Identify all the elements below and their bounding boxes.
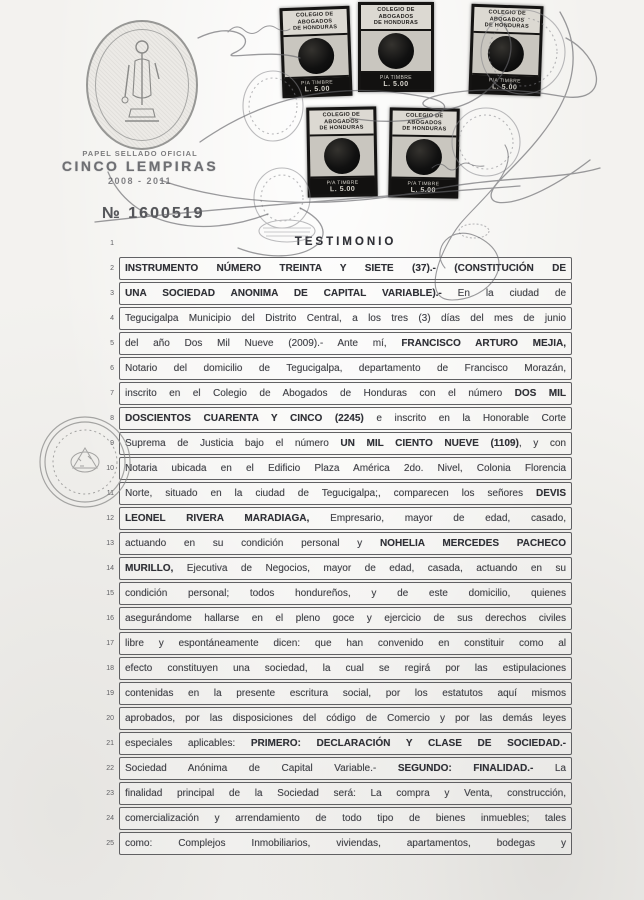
text-segment: Empresario, mayor de edad, casado, xyxy=(309,513,566,524)
line-number: 10 xyxy=(106,465,114,472)
manuscript-row xyxy=(90,457,572,482)
line-number: 8 xyxy=(110,415,114,422)
bar-association-stamp xyxy=(279,6,352,98)
text-line xyxy=(119,807,572,830)
manuscript-row xyxy=(90,432,572,457)
text-line xyxy=(119,782,572,805)
manuscript-row xyxy=(90,832,572,857)
bold-text-segment: PRIMERO: DECLARACIÓN Y CLASE DE SOCIEDAD.- xyxy=(250,738,566,749)
stamp-circle-icon xyxy=(487,35,524,72)
text-segment: actuando en su condición personal y xyxy=(125,538,380,549)
stamp-circle-icon xyxy=(298,37,335,74)
text-line xyxy=(119,682,572,705)
stamp-header xyxy=(309,109,373,136)
text-line xyxy=(119,257,572,280)
manuscript-row xyxy=(90,232,572,257)
line-number: 12 xyxy=(106,515,114,522)
stamp-org-line: ABOGADOS xyxy=(489,16,525,24)
text-segment: Tegucigalpa Municipio del Distrito Central, a los tres (3) días del mes de junio xyxy=(125,313,566,324)
line-number: 25 xyxy=(106,840,114,847)
line-number: 13 xyxy=(106,540,114,547)
text-line xyxy=(119,532,572,555)
ruled-lines xyxy=(90,232,572,857)
manuscript-row xyxy=(90,382,572,407)
text-line xyxy=(119,332,572,355)
stamp-org-line: DE HONDURAS xyxy=(484,22,530,30)
text-segment: aprobados, por las disposiciones del código de Comercio y por las demás leyes xyxy=(125,713,566,724)
line-number: 15 xyxy=(106,590,114,597)
text-segment: Notaria ubicada en el Edificio Plaza América 2do. Nivel, Colonia Florencia xyxy=(125,463,566,474)
seal-serial-number: № 1600519 xyxy=(102,205,205,222)
line-number: 20 xyxy=(106,715,114,722)
line-number: 14 xyxy=(106,565,114,572)
text-line xyxy=(119,382,572,405)
stamp-value-band xyxy=(361,73,431,89)
manuscript-row xyxy=(90,757,572,782)
manuscript-row xyxy=(90,807,572,832)
stamp-value-band xyxy=(472,75,539,93)
text-segment: del año Dos Mil Nueve (2009).- Ante mí, xyxy=(125,338,402,349)
manuscript-row xyxy=(90,732,572,757)
text-line xyxy=(119,582,572,605)
manuscript-row xyxy=(90,282,572,307)
stamp-org-line: COLEGIO DE xyxy=(322,111,361,119)
manuscript-row xyxy=(90,357,572,382)
stamp-duty-label: P/A TIMBRE xyxy=(380,74,412,81)
text-segment: condición personal; todos hondureños, y de este domicilio, quienes xyxy=(125,588,566,599)
line-number: 4 xyxy=(110,315,114,322)
line-number: 22 xyxy=(106,765,114,772)
bold-text-segment: SEGUNDO: FINALIDAD.- xyxy=(397,763,534,774)
text-line xyxy=(119,282,572,305)
stamp-value: L. 5.00 xyxy=(383,80,409,88)
official-paper-seal xyxy=(86,20,198,150)
text-segment: especiales aplicables: xyxy=(125,738,251,749)
stamp-value: L. 5.00 xyxy=(491,83,518,92)
text-line xyxy=(119,707,572,730)
text-segment: como: Complejos Inmobiliarios, viviendas, apartamentos, bodegas y xyxy=(125,838,566,849)
bold-text-segment: DOS MIL xyxy=(514,388,566,399)
manuscript-row xyxy=(90,257,572,282)
stamp-org-line: ABOGADOS xyxy=(297,18,333,26)
stamp-duty-label: P/A TIMBRE xyxy=(326,179,359,187)
bold-text-segment: UNA SOCIEDAD ANONIMA DE CAPITAL VARIABLE).- xyxy=(125,288,442,299)
bar-association-stamp xyxy=(306,106,378,197)
text-segment: efecto constituyen una sociedad, la cual se regirá por las estipulaciones xyxy=(125,663,566,674)
line-number: 17 xyxy=(106,640,114,647)
line-number: 7 xyxy=(110,390,114,397)
stamp-header xyxy=(361,5,431,31)
line-number: 18 xyxy=(106,665,114,672)
text-segment: , y con xyxy=(518,438,566,449)
bold-text-segment: MURILLO, xyxy=(125,563,174,574)
line-number: 5 xyxy=(110,340,114,347)
text-segment: La xyxy=(533,763,566,774)
text-segment: asegurándome hallarse en el pleno goce y ejercicio de sus derechos civiles xyxy=(125,613,566,624)
stamp-emblem xyxy=(361,31,431,73)
text-segment: finalidad principal de la Sociedad será: La compra y Venta, construcción, xyxy=(125,788,566,799)
text-segment: Norte, situado en la ciudad de Tegucigalpa;, comparecen los señores xyxy=(125,488,536,499)
stamp-org-line: DE HONDURAS xyxy=(373,20,419,27)
text-segment: e inscrito en la Honorable Corte xyxy=(363,413,566,424)
text-line xyxy=(119,482,572,505)
stamp-value: L. 5.00 xyxy=(304,85,331,94)
text-line xyxy=(119,607,572,630)
stamp-header xyxy=(474,7,541,35)
stamp-org-line: DE HONDURAS xyxy=(319,124,364,132)
text-line xyxy=(119,632,572,655)
text-line xyxy=(119,557,572,580)
text-line xyxy=(119,457,572,480)
manuscript-row xyxy=(90,657,572,682)
manuscript-row xyxy=(90,707,572,732)
stamp-value-band xyxy=(310,177,374,194)
text-line xyxy=(119,407,572,430)
text-line xyxy=(119,357,572,380)
manuscript-row xyxy=(90,507,572,532)
justice-statue-icon xyxy=(107,35,177,135)
text-line xyxy=(119,732,572,755)
text-line xyxy=(119,432,572,455)
manuscript-row xyxy=(90,607,572,632)
stamp-value-band xyxy=(391,178,455,195)
line-number: 23 xyxy=(106,790,114,797)
text-segment: Notario del domicilio de Tegucigalpa, departamento de Francisco Morazán, xyxy=(125,363,566,374)
stamp-duty-label: P/A TIMBRE xyxy=(488,77,522,85)
bold-text-segment: TESTIMONIO xyxy=(294,236,397,248)
stamp-header xyxy=(283,9,348,37)
stamp-circle-icon xyxy=(324,137,361,174)
bar-association-stamp xyxy=(358,2,434,92)
stamp-org-line: COLEGIO DE xyxy=(488,9,527,17)
line-number: 16 xyxy=(106,615,114,622)
document-title xyxy=(119,232,572,253)
stamp-org-line: ABOGADOS xyxy=(407,119,442,126)
text-segment: contenidas en la presente escritura social, por los estatutos aquí mismos xyxy=(125,688,566,699)
bold-text-segment: DEVIS xyxy=(535,488,566,499)
stamp-circle-icon xyxy=(406,138,443,175)
line-number: 11 xyxy=(106,490,114,497)
line-number: 6 xyxy=(110,365,114,372)
stamp-emblem xyxy=(392,136,457,179)
stamp-org-line: DE HONDURAS xyxy=(402,125,447,133)
seal-years: 2008 - 2011 xyxy=(107,176,173,186)
manuscript-row xyxy=(90,532,572,557)
line-number: 3 xyxy=(110,290,114,297)
line-number: 1 xyxy=(110,240,114,247)
manuscript-row xyxy=(90,557,572,582)
manuscript-row xyxy=(90,632,572,657)
manuscript-row xyxy=(90,307,572,332)
text-segment: Ejecutiva de Negocios, mayor de edad, casada, actuando en su xyxy=(173,563,566,574)
stamp-header xyxy=(392,110,456,137)
stamp-duty-label: P/A TIMBRE xyxy=(407,180,440,188)
manuscript-row xyxy=(90,482,572,507)
text-segment: En la ciudad de xyxy=(441,288,567,299)
line-number: 19 xyxy=(106,690,114,697)
bold-text-segment: LEONEL RIVERA MARADIAGA, xyxy=(125,513,310,524)
text-line xyxy=(119,832,572,855)
stamp-emblem xyxy=(283,35,348,79)
stamp-org-line: DE HONDURAS xyxy=(292,24,338,32)
stamp-value-band xyxy=(285,77,350,95)
text-segment: Sociedad Anónima de Capital Variable.- xyxy=(125,763,398,774)
text-line xyxy=(119,657,572,680)
text-line xyxy=(119,507,572,530)
text-line xyxy=(119,757,572,780)
stamp-emblem xyxy=(310,135,375,178)
stamp-org-line: COLEGIO DE xyxy=(405,112,444,120)
text-segment: Suprema de Justicia bajo el número xyxy=(125,438,341,449)
stamp-org-line: COLEGIO DE xyxy=(377,7,415,13)
manuscript-row xyxy=(90,582,572,607)
seal-caption: PAPEL SELLADO OFICIAL xyxy=(82,149,198,158)
bold-text-segment: DOSCIENTOS CUARENTA Y CINCO (2245) xyxy=(125,413,364,424)
stamp-value: L. 5.00 xyxy=(329,185,356,193)
bold-text-segment: FRANCISCO ARTURO MEJIA, xyxy=(401,338,566,349)
stamp-value: L. 5.00 xyxy=(410,186,437,194)
stamp-duty-label: P/A TIMBRE xyxy=(300,79,334,87)
manuscript-row xyxy=(90,407,572,432)
stamp-org-line: ABOGADOS xyxy=(324,118,359,125)
line-number: 24 xyxy=(106,815,114,822)
bold-text-segment: INSTRUMENTO NÚMERO TREINTA Y SIETE (37).- (CONSTITUCIÓN DE xyxy=(125,263,566,274)
stamp-circle-icon xyxy=(378,33,414,69)
bold-text-segment: NOHELIA MERCEDES PACHECO xyxy=(379,538,566,549)
text-segment: libre y espontáneamente dicen: que han convenido en constituir como al xyxy=(125,638,566,649)
bar-association-stamp xyxy=(468,4,543,96)
manuscript-row xyxy=(90,782,572,807)
stamp-org-line: ABOGADOS xyxy=(378,13,414,20)
stamp-emblem xyxy=(472,33,539,77)
manuscript-row xyxy=(90,682,572,707)
manuscript-row xyxy=(90,332,572,357)
bar-association-stamp xyxy=(388,107,460,198)
line-number: 9 xyxy=(110,440,114,447)
stamp-org-line: COLEGIO DE xyxy=(295,11,334,19)
line-number: 21 xyxy=(106,740,114,747)
seal-inner-ring xyxy=(95,29,189,141)
bold-text-segment: UN MIL CIENTO NUEVE (1109) xyxy=(340,438,519,449)
text-line xyxy=(119,307,572,330)
text-segment: inscrito en el Colegio de Abogados de Honduras con el número xyxy=(125,388,515,399)
seal-denomination: CINCO LEMPIRAS xyxy=(61,158,219,174)
text-segment: comercialización y arrendamiento de todo tipo de bienes inmuebles; tales xyxy=(125,813,566,824)
line-number: 2 xyxy=(110,265,114,272)
